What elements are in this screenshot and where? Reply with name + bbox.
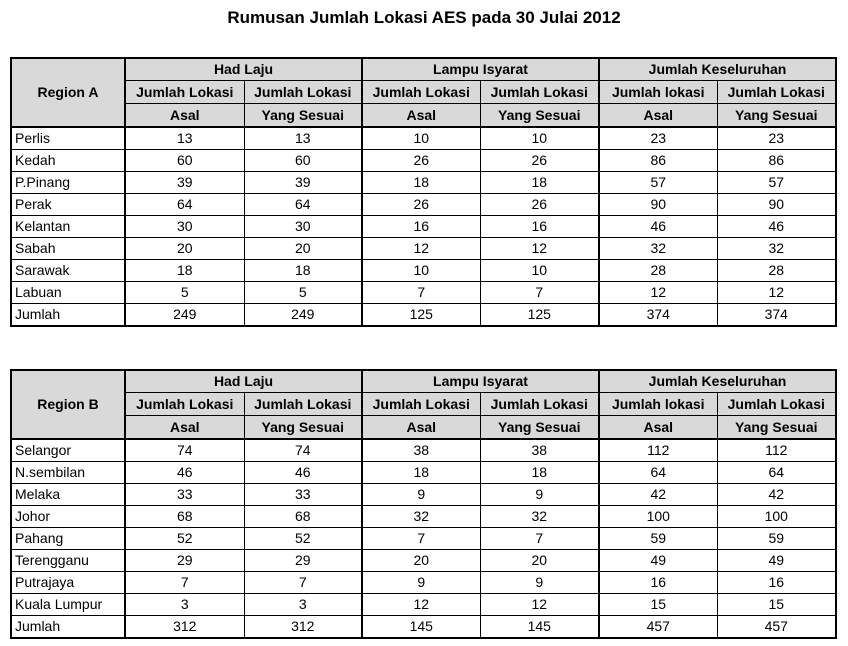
value-cell: 26 <box>480 150 599 172</box>
value-cell: 86 <box>717 150 836 172</box>
total-row <box>11 304 836 327</box>
value-cell: 57 <box>599 172 717 194</box>
value-cell: 74 <box>244 439 362 462</box>
column-header: Yang Sesuai <box>480 416 599 440</box>
table-row <box>11 127 836 150</box>
value-cell: 18 <box>480 172 599 194</box>
column-header: Jumlah lokasi <box>599 393 717 416</box>
value-cell: 74 <box>125 439 244 462</box>
value-cell: 18 <box>362 172 480 194</box>
value-cell: 12 <box>362 594 480 616</box>
column-header: Jumlah Lokasi <box>125 393 244 416</box>
value-cell: 42 <box>717 484 836 506</box>
state-cell: Perak <box>11 194 125 216</box>
value-cell: 32 <box>717 238 836 260</box>
value-cell: 32 <box>599 238 717 260</box>
value-cell: 13 <box>244 127 362 150</box>
value-cell: 28 <box>717 260 836 282</box>
value-cell: 16 <box>480 216 599 238</box>
table-row <box>11 216 836 238</box>
group-header: Jumlah Keseluruhan <box>599 58 836 81</box>
value-cell: 60 <box>244 150 362 172</box>
column-header: Yang Sesuai <box>717 104 836 128</box>
value-cell: 10 <box>480 260 599 282</box>
value-cell: 312 <box>125 616 244 639</box>
state-cell: Putrajaya <box>11 572 125 594</box>
value-cell: 29 <box>125 550 244 572</box>
state-cell: P.Pinang <box>11 172 125 194</box>
value-cell: 9 <box>362 484 480 506</box>
column-header: Jumlah Lokasi <box>362 393 480 416</box>
value-cell: 7 <box>362 528 480 550</box>
value-cell: 7 <box>480 528 599 550</box>
value-cell: 125 <box>480 304 599 327</box>
value-cell: 18 <box>244 260 362 282</box>
value-cell: 90 <box>599 194 717 216</box>
value-cell: 374 <box>599 304 717 327</box>
value-cell: 3 <box>244 594 362 616</box>
table-row <box>11 594 836 616</box>
column-header: Asal <box>362 416 480 440</box>
value-cell: 42 <box>599 484 717 506</box>
value-cell: 16 <box>717 572 836 594</box>
value-cell: 59 <box>717 528 836 550</box>
value-cell: 60 <box>125 150 244 172</box>
value-cell: 100 <box>717 506 836 528</box>
table-row <box>11 150 836 172</box>
value-cell: 145 <box>480 616 599 639</box>
value-cell: 15 <box>717 594 836 616</box>
value-cell: 145 <box>362 616 480 639</box>
value-cell: 86 <box>599 150 717 172</box>
value-cell: 20 <box>125 238 244 260</box>
value-cell: 10 <box>362 260 480 282</box>
value-cell: 12 <box>717 282 836 304</box>
column-header: Yang Sesuai <box>244 416 362 440</box>
value-cell: 52 <box>125 528 244 550</box>
column-header: Jumlah Lokasi <box>362 81 480 104</box>
value-cell: 7 <box>244 572 362 594</box>
value-cell: 312 <box>244 616 362 639</box>
value-cell: 15 <box>599 594 717 616</box>
value-cell: 59 <box>599 528 717 550</box>
state-cell: Sabah <box>11 238 125 260</box>
value-cell: 33 <box>125 484 244 506</box>
value-cell: 38 <box>480 439 599 462</box>
value-cell: 7 <box>362 282 480 304</box>
table-row <box>11 238 836 260</box>
column-header: Jumlah Lokasi <box>244 81 362 104</box>
value-cell: 112 <box>599 439 717 462</box>
value-cell: 46 <box>244 462 362 484</box>
state-cell: Kelantan <box>11 216 125 238</box>
column-header: Jumlah Lokasi <box>480 393 599 416</box>
group-header: Jumlah Keseluruhan <box>599 370 836 393</box>
column-header: Yang Sesuai <box>244 104 362 128</box>
region-header: Region A <box>11 58 125 127</box>
value-cell: 125 <box>362 304 480 327</box>
value-cell: 100 <box>599 506 717 528</box>
region-a-table <box>10 57 837 327</box>
state-cell: N.sembilan <box>11 462 125 484</box>
value-cell: 33 <box>244 484 362 506</box>
state-cell: Sarawak <box>11 260 125 282</box>
value-cell: 46 <box>717 216 836 238</box>
table-row <box>11 572 836 594</box>
state-cell: Perlis <box>11 127 125 150</box>
group-header: Had Laju <box>125 370 362 393</box>
region-b-table <box>10 369 837 639</box>
value-cell: 64 <box>244 194 362 216</box>
value-cell: 68 <box>125 506 244 528</box>
value-cell: 374 <box>717 304 836 327</box>
value-cell: 20 <box>480 550 599 572</box>
state-cell: Kuala Lumpur <box>11 594 125 616</box>
column-header: Jumlah Lokasi <box>244 393 362 416</box>
table-row <box>11 194 836 216</box>
value-cell: 112 <box>717 439 836 462</box>
region-header: Region B <box>11 370 125 439</box>
page-title: Rumusan Jumlah Lokasi AES pada 30 Julai 2012 <box>227 8 621 27</box>
value-cell: 18 <box>480 462 599 484</box>
column-header: Asal <box>599 104 717 128</box>
column-header: Asal <box>125 104 244 128</box>
value-cell: 30 <box>125 216 244 238</box>
value-cell: 12 <box>362 238 480 260</box>
value-cell: 64 <box>599 462 717 484</box>
column-header: Jumlah Lokasi <box>480 81 599 104</box>
table-row <box>11 528 836 550</box>
table-row <box>11 484 836 506</box>
state-cell: Jumlah <box>11 304 125 327</box>
value-cell: 12 <box>599 282 717 304</box>
value-cell: 9 <box>480 572 599 594</box>
value-cell: 3 <box>125 594 244 616</box>
value-cell: 13 <box>125 127 244 150</box>
value-cell: 457 <box>599 616 717 639</box>
value-cell: 7 <box>480 282 599 304</box>
column-header: Yang Sesuai <box>717 416 836 440</box>
value-cell: 249 <box>244 304 362 327</box>
column-header: Yang Sesuai <box>480 104 599 128</box>
value-cell: 18 <box>362 462 480 484</box>
state-cell: Kedah <box>11 150 125 172</box>
column-header: Jumlah Lokasi <box>717 393 836 416</box>
table-row <box>11 506 836 528</box>
column-header: Jumlah lokasi <box>599 81 717 104</box>
group-header: Had Laju <box>125 58 362 81</box>
value-cell: 7 <box>125 572 244 594</box>
value-cell: 64 <box>717 462 836 484</box>
value-cell: 64 <box>125 194 244 216</box>
value-cell: 26 <box>362 194 480 216</box>
value-cell: 49 <box>717 550 836 572</box>
value-cell: 23 <box>599 127 717 150</box>
value-cell: 26 <box>480 194 599 216</box>
value-cell: 29 <box>244 550 362 572</box>
state-cell: Melaka <box>11 484 125 506</box>
value-cell: 57 <box>717 172 836 194</box>
state-cell: Pahang <box>11 528 125 550</box>
value-cell: 9 <box>362 572 480 594</box>
value-cell: 20 <box>244 238 362 260</box>
table-row <box>11 282 836 304</box>
value-cell: 9 <box>480 484 599 506</box>
value-cell: 5 <box>244 282 362 304</box>
value-cell: 16 <box>362 216 480 238</box>
table-row <box>11 550 836 572</box>
column-header: Asal <box>125 416 244 440</box>
state-cell: Labuan <box>11 282 125 304</box>
value-cell: 32 <box>362 506 480 528</box>
table-row <box>11 260 836 282</box>
value-cell: 30 <box>244 216 362 238</box>
column-header: Jumlah Lokasi <box>717 81 836 104</box>
state-cell: Terengganu <box>11 550 125 572</box>
group-header: Lampu Isyarat <box>362 58 599 81</box>
value-cell: 28 <box>599 260 717 282</box>
value-cell: 52 <box>244 528 362 550</box>
column-header: Asal <box>599 416 717 440</box>
value-cell: 12 <box>480 238 599 260</box>
state-cell: Selangor <box>11 439 125 462</box>
value-cell: 18 <box>125 260 244 282</box>
column-header: Jumlah Lokasi <box>125 81 244 104</box>
value-cell: 38 <box>362 439 480 462</box>
group-header: Lampu Isyarat <box>362 370 599 393</box>
value-cell: 68 <box>244 506 362 528</box>
value-cell: 90 <box>717 194 836 216</box>
value-cell: 12 <box>480 594 599 616</box>
value-cell: 5 <box>125 282 244 304</box>
value-cell: 46 <box>125 462 244 484</box>
state-cell: Johor <box>11 506 125 528</box>
value-cell: 39 <box>244 172 362 194</box>
value-cell: 20 <box>362 550 480 572</box>
value-cell: 46 <box>599 216 717 238</box>
value-cell: 39 <box>125 172 244 194</box>
table-row <box>11 462 836 484</box>
state-cell: Jumlah <box>11 616 125 639</box>
value-cell: 32 <box>480 506 599 528</box>
value-cell: 16 <box>599 572 717 594</box>
value-cell: 10 <box>480 127 599 150</box>
value-cell: 457 <box>717 616 836 639</box>
value-cell: 26 <box>362 150 480 172</box>
column-header: Asal <box>362 104 480 128</box>
value-cell: 10 <box>362 127 480 150</box>
total-row <box>11 616 836 639</box>
value-cell: 249 <box>125 304 244 327</box>
table-row <box>11 172 836 194</box>
value-cell: 23 <box>717 127 836 150</box>
value-cell: 49 <box>599 550 717 572</box>
table-row <box>11 439 836 462</box>
